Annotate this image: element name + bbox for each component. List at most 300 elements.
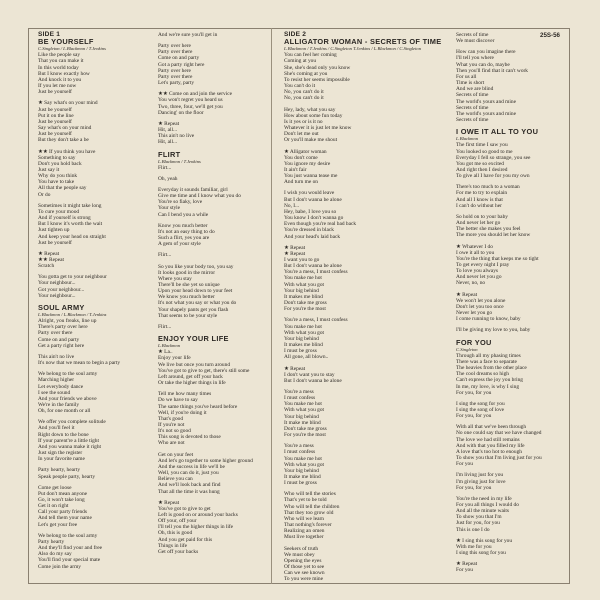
lyric-line: The same things you've heard before — [158, 403, 238, 410]
lyric-line: I'll be giving my love to you, baby — [456, 327, 531, 334]
lyric-line: It's not so good — [158, 428, 191, 435]
lyric-line: Oh, for one month or all — [38, 408, 91, 415]
lyric-line: Do we have to say — [158, 397, 198, 404]
lyric-line: But I don't wanna be alone — [284, 377, 342, 384]
lyric-line: Come on and party — [158, 55, 200, 62]
lyric-line: I'll tell you where — [456, 55, 494, 62]
lyric-line: Hey, lady, what you say — [284, 106, 336, 113]
lyric-line: The world's yours and mine — [456, 98, 516, 105]
catalog-number: 25S-56 — [540, 32, 560, 39]
lyric-line: Whatever it is just let me know — [284, 125, 352, 132]
lyric-line: ★ La.. — [158, 349, 173, 356]
lyric-line: And right then I desired — [456, 166, 508, 173]
lyric-stanza — [158, 324, 276, 330]
lyric-line: You're a mess — [284, 443, 314, 450]
song-title: ALLIGATOR WOMAN - SECRETS OF TIME — [284, 37, 442, 47]
lyric-line: Never let you go — [456, 310, 493, 317]
lyric-line: And we'll look back and find — [158, 482, 221, 489]
lyric-line: Flirt... — [158, 252, 172, 259]
lyric-line: In me, my love, is why I sing — [456, 383, 520, 390]
lyric-line: Secrets of time — [456, 32, 489, 38]
lyric-stanza — [158, 187, 276, 218]
lyric-line: We offer you complete solitude — [38, 419, 106, 426]
lyric-line: And you'll feel it — [38, 425, 75, 432]
lyric-line: To you were mine — [284, 576, 323, 583]
lyric-line: Got a party right here — [158, 61, 205, 68]
lyric-line: You're the thing that keeps me so tight — [456, 255, 539, 262]
lyric-line: For you all things I would do — [456, 502, 519, 508]
lyric-line: I must confess — [284, 449, 316, 456]
lyric-stanza — [158, 391, 276, 446]
lyric-line: Put it on the line — [38, 112, 74, 119]
lyric-line: Left around, get off your back — [158, 373, 223, 380]
lyric-line: The world's yours and mine — [456, 110, 516, 117]
lyric-line: It's not what you say or what you do — [158, 300, 237, 307]
lyric-line: ★ Whatever I do — [456, 243, 493, 250]
lyric-line: No one could say that we have changed — [456, 430, 542, 437]
lyric-stanza — [158, 91, 276, 116]
lyric-line: Enjoy your life — [158, 355, 191, 362]
lyric-line: With all that we've been through — [456, 424, 527, 431]
lyric-stanza — [38, 263, 156, 269]
lyric-line: I want you to go — [284, 257, 320, 263]
lyric-stanza — [456, 214, 574, 239]
lyric-line: Party over here — [158, 67, 191, 74]
songwriter-credit: L.Blackmon / T.Jenkins / C.Singleton T.Jenkins / L.Blackmon / C.Singleton — [284, 46, 421, 52]
lyric-line: But I don't wanna be alone — [284, 196, 342, 203]
lyric-line: Speak people party, hearty — [38, 473, 96, 480]
lyric-line: You looked so good to me — [456, 148, 513, 155]
lyric-line: And all I know is that — [456, 196, 503, 203]
lyric-stanza — [284, 389, 402, 438]
lyric-line: This song is devoted to those — [158, 434, 221, 441]
lyric-line: There was a face to separate — [456, 358, 517, 365]
lyric-line: You make me hot — [284, 275, 322, 282]
lyric-line: That you can make it — [38, 58, 84, 65]
lyric-line: That all the time it was hung — [158, 488, 220, 495]
lyric-line: I can't do without her — [456, 202, 502, 209]
lyrics-column-2 — [158, 32, 276, 560]
lyric-line: And keep your head on straight — [38, 233, 106, 240]
lyric-line: The first time I saw you — [456, 142, 508, 149]
lyric-line: She, she's dead only you know — [284, 64, 351, 71]
lyric-line: Flirt... — [158, 164, 172, 171]
lyric-line: Don't you hold back — [38, 160, 82, 167]
lyric-line: And let's go together to some higher ground — [158, 457, 253, 464]
repeat-mark: ★ Repeat — [456, 561, 478, 568]
lyric-line: A gem of your style — [158, 241, 201, 248]
lyric-line: Hey, babe, I love you so — [284, 208, 337, 215]
lyric-line: Well, you can do it, just you — [158, 470, 219, 477]
lyric-line: To show you that I'm — [456, 514, 502, 521]
lyric-line: Get off your backs — [158, 548, 199, 555]
lyric-line: And all the minute waits — [456, 508, 509, 515]
lyric-line: We belong to the soul army — [38, 371, 98, 378]
repeat-mark: ★ Repeat — [284, 365, 306, 372]
lyric-line: But I know it's worth the wait — [38, 221, 103, 228]
lyric-line: Can I bend you a while — [158, 211, 209, 218]
lyric-line: And never let her go — [456, 220, 501, 227]
lyric-line: I'm living just for you — [456, 472, 504, 479]
lyric-line: No, you can't do it — [284, 89, 324, 96]
lyric-line: Who will tell the children — [284, 503, 340, 510]
lyric-line: Come get loose — [38, 484, 72, 491]
lyric-line: Marching higher — [38, 377, 75, 384]
lyric-line: She's coming at you — [284, 70, 328, 77]
lyric-line: To give all I have for you my own — [456, 173, 530, 180]
lyric-line: Your big behind — [284, 467, 319, 474]
lyric-line: This is one I do — [456, 526, 490, 533]
lyric-line: Know you much better — [158, 222, 208, 229]
lyric-stanza — [456, 184, 574, 209]
lyric-line: Go, it won't take long — [38, 497, 85, 503]
lyric-line: Your neighbour... — [38, 280, 76, 287]
lyric-stanza — [456, 424, 574, 467]
lyric-line: You make me hot — [284, 401, 322, 408]
lyric-stanza — [38, 533, 156, 570]
lyric-line: You won't regret you heard us — [158, 97, 223, 104]
lyric-line: Everyday I fell so strange, you see — [456, 154, 531, 161]
song-title: ENJOY YOUR LIFE — [158, 334, 229, 344]
lyric-line: I must be gross — [284, 480, 317, 487]
lyric-line: For me to try to explain — [456, 190, 508, 197]
lyric-line: Left is good on or around your backs — [158, 512, 238, 518]
lyric-line: I come running to know, baby — [456, 316, 521, 323]
lyric-line: And we are blind — [456, 86, 494, 93]
lyric-line: The more you should let her know — [456, 232, 531, 239]
lyric-stanza — [456, 496, 574, 533]
lyric-line: ★ I sing this song for you — [456, 537, 513, 544]
lyric-line: Just be yourself — [38, 89, 72, 96]
lyric-line: In this world today — [38, 64, 79, 71]
lyric-line: I must be gross — [284, 348, 317, 355]
lyric-line: Party hearty — [38, 538, 65, 545]
lyric-line: We belong to the soul army — [38, 532, 98, 539]
lyric-stanza — [456, 567, 574, 573]
lyric-line: If your parent're a little tight — [38, 437, 99, 444]
lyric-line: And with that you filled my life — [456, 442, 525, 449]
lyric-line: Can we see known — [284, 570, 325, 577]
lyric-line: Something to say — [38, 154, 76, 161]
lyric-line: Hit, all... — [158, 139, 178, 146]
lyric-line: How can you imagine there — [456, 49, 516, 56]
lyric-stanza — [456, 538, 574, 556]
lyric-line: Party over there — [38, 330, 73, 337]
lyric-line: You've got to give to get — [158, 505, 211, 512]
lyric-line: What you can do, maybe — [456, 61, 510, 68]
lyric-line: It ain't fair — [284, 166, 307, 173]
lyric-line: I'm giving just for love — [456, 478, 506, 485]
lyric-line: Get a party right here — [38, 342, 85, 349]
lyric-line: Just be yourself — [38, 118, 72, 125]
lyric-line: Party over there — [158, 73, 193, 80]
lyric-line: The cool dreams so high — [456, 371, 509, 378]
lyric-line: We must discover — [456, 38, 495, 45]
lyric-stanza — [284, 52, 402, 101]
repeat-mark: ★ Repeat — [38, 250, 60, 257]
songwriter-credit: C.Singleton — [456, 346, 478, 352]
lyric-line: Who will tell the stories — [284, 491, 336, 498]
lyric-line: Can't express the joy you bring — [456, 377, 523, 384]
lyric-stanza — [456, 327, 574, 333]
lyric-line: So hold on to your baby — [456, 213, 508, 220]
lyric-stanza — [158, 252, 276, 258]
lyric-stanza — [38, 149, 156, 198]
lyric-stanza — [38, 203, 156, 246]
lyric-line: With me for you — [456, 543, 492, 550]
lyric-line: Scratch — [38, 263, 55, 270]
lyric-line: Give me time and I know what you do — [158, 193, 241, 200]
lyric-line: Just be yourself — [38, 131, 72, 138]
song-title: SOUL ARMY — [38, 302, 85, 312]
lyric-line: Realizing an omen — [284, 528, 325, 535]
lyric-line: I owe it all to you — [456, 249, 495, 256]
song-title: I OWE IT ALL TO YOU — [456, 127, 539, 137]
song-title: FOR YOU — [456, 337, 492, 347]
lyric-line: All gone, all blown.. — [284, 354, 329, 361]
lyric-line: You make me hot — [284, 323, 322, 330]
lyric-line: That's good — [158, 415, 184, 422]
lyric-line: All that the people say — [38, 185, 87, 192]
lyric-line: That nothing's forever — [284, 522, 332, 529]
song-title: FLIRT — [158, 149, 181, 159]
lyric-line: Must live together — [284, 534, 324, 541]
lyric-line: You're a mess, I must confess — [284, 317, 348, 324]
lyric-line: Just sign the register — [38, 450, 83, 457]
lyric-line: It's now that we mean to begin a party — [38, 360, 121, 367]
lyric-line: How about some fun today — [284, 112, 343, 119]
lyric-line: Don't take me gross — [284, 425, 327, 432]
lyric-line: The love we had still remains — [456, 436, 520, 443]
lyric-line: Oh, yeah — [158, 175, 178, 182]
lyric-line: I see the sound — [38, 389, 71, 396]
lyric-line: Is it yes or is it no — [284, 118, 323, 125]
lyric-line: You can't do it — [284, 83, 316, 90]
lyric-line: That they too grow old — [284, 509, 334, 516]
lyric-stanza — [38, 467, 156, 479]
lyric-line: Let's get your free — [38, 521, 78, 528]
lyric-line: Seekers of truth — [284, 545, 319, 552]
repeat-mark: ★ Repeat — [284, 244, 306, 251]
lyric-stanza — [456, 49, 574, 123]
lyric-stanza — [38, 354, 156, 366]
lyric-stanza — [158, 506, 276, 555]
songwriter-credit: L.Blackmon / T.Jenkins — [158, 158, 201, 164]
lyric-stanza — [158, 349, 276, 386]
lyric-line: That seems to be your style — [158, 312, 218, 319]
songwriter-credit: L.Blackmon / L.Blackmon / T.Jenkins — [38, 311, 107, 317]
lyric-line: And if yourself is strong — [38, 215, 91, 222]
lyric-line: So you like your body too, you say — [158, 263, 234, 270]
lyric-line: Just be yourself — [38, 239, 72, 246]
lyric-line: We must obey — [284, 551, 315, 558]
lyric-stanza — [38, 52, 156, 95]
lyric-line: You just wanna tease me — [284, 173, 338, 180]
lyric-line: This ain't no live — [158, 133, 195, 140]
lyric-line: For you, for you — [456, 389, 492, 396]
side-label: SIDE 1 — [38, 31, 61, 38]
repeat-mark: ★ Repeat — [284, 250, 306, 257]
lyric-line: Never, no, no — [456, 280, 486, 287]
lyric-stanza — [284, 491, 402, 540]
lyric-line: You have to take — [38, 179, 75, 186]
lyric-line: Sometimes it might take long — [38, 202, 102, 209]
lyric-line: And tell them your name — [38, 515, 92, 522]
lyric-stanza — [38, 274, 156, 299]
lyrics-column-1 — [38, 32, 156, 575]
lyric-line: You make me hot — [284, 455, 322, 462]
lyric-line: I sing the song for you — [456, 400, 505, 407]
lyric-line: To love you always — [456, 268, 498, 275]
lyric-line: Let's party, party — [158, 80, 195, 87]
lyric-line: Everyday it sounds familiar, girl — [158, 186, 228, 193]
lyric-stanza — [456, 142, 574, 179]
lyric-line: Opening the eyes — [284, 557, 322, 564]
lyric-line: And we're sure you'll get in — [158, 32, 218, 38]
lyric-line: Tell me how many times — [158, 391, 212, 398]
lyric-line: Just be yourself — [38, 106, 72, 113]
repeat-mark: ★ Repeat — [158, 499, 180, 506]
lyric-line: Believe you can — [158, 476, 193, 483]
lyric-line: It make me blind — [284, 474, 321, 480]
songwriter-credit: L.Blackmon — [158, 343, 181, 349]
lyric-line: It make me blind — [284, 419, 321, 426]
lyric-stanza — [284, 257, 402, 312]
lyric-stanza — [158, 176, 276, 182]
lyric-line: Why do you think — [38, 173, 78, 180]
lyric-line: Come on and party — [38, 336, 80, 343]
lyric-line: I don't want you to stay — [284, 371, 335, 378]
lyric-line: Your neighbour... — [38, 292, 76, 299]
lyric-line: Just tighten up — [38, 227, 70, 234]
lyric-line: With what you got — [284, 329, 325, 336]
lyric-line: There'll be she yet so unique — [158, 282, 220, 288]
lyric-stanza — [284, 317, 402, 360]
lyric-line: Time is short — [456, 80, 485, 87]
lyric-line: Your big behind — [284, 335, 319, 342]
lyric-line: And they'll find your and free — [38, 545, 102, 552]
lyric-line: Off your, off your — [158, 518, 197, 525]
lyric-stanza — [158, 452, 276, 495]
lyric-line: Hit, all... — [158, 127, 178, 134]
songwriter-credit: C.Singleton / L.Blackmon / T.Jenkins — [38, 46, 106, 52]
lyric-line: ★ Alligator woman — [284, 148, 327, 155]
lyric-line: If you let me now — [38, 83, 77, 90]
lyric-line: Don't take me gross — [284, 300, 327, 307]
lyric-line: Coming at you — [284, 58, 317, 65]
lyric-line: You ignore my desire — [284, 160, 331, 167]
lyric-line: Secrets of time — [456, 117, 489, 124]
lyric-line: It looks good in the mirror — [158, 269, 216, 276]
lyric-line: Put don't mean anyone — [38, 490, 88, 497]
lyric-line: ★★ Come on and join the service — [158, 91, 233, 98]
lyric-line: Things in life — [158, 542, 188, 549]
lyric-line: For you — [456, 567, 473, 574]
lyric-line: I must confess — [284, 395, 316, 402]
lyric-line: The heavies from the other place — [456, 365, 527, 372]
lyric-line: No, you can't do it — [284, 95, 324, 102]
lyric-line: ★★ If you think you have — [38, 148, 96, 155]
lyric-line: Your shapely pants get you flash — [158, 306, 229, 313]
lyric-line: You're a mess, I must confess — [284, 269, 348, 276]
lyric-line: Get it on right — [38, 503, 69, 510]
lyric-line: I sing the song of love — [456, 406, 505, 413]
lyric-line: Or you'll make me shout — [284, 137, 338, 144]
lyric-line: With what you got — [284, 281, 325, 288]
lyric-line: You can feel her coming — [284, 52, 337, 59]
side-label: SIDE 2 — [284, 31, 307, 38]
lyric-line: For you, for you — [456, 484, 492, 491]
lyric-stanza — [38, 485, 156, 528]
lyric-line: Come join the army — [38, 563, 81, 570]
lyric-stanza — [456, 298, 574, 323]
lyric-line: You got me so excited — [456, 160, 504, 167]
lyric-line: We won't let you alone — [456, 297, 506, 304]
lyrics-column-3 — [284, 31, 442, 588]
lyric-stanza — [38, 371, 156, 414]
lyric-stanza — [38, 318, 156, 349]
lyric-line: Or do — [38, 191, 51, 198]
lyric-line: With what you got — [284, 461, 325, 468]
lyric-stanza — [456, 244, 574, 287]
lyric-line: Let everybody dance — [38, 383, 84, 390]
lyric-line: Just for you, for you — [456, 520, 500, 527]
lyric-line: Your big behind — [284, 413, 319, 420]
lyric-stanza — [158, 165, 276, 171]
lyric-line: And you wanna make it right — [38, 443, 102, 450]
repeat-mark: ★ Repeat — [158, 120, 180, 127]
lyric-line: We're in the family — [38, 401, 80, 408]
lyric-line: You're so fiaky, love — [158, 199, 203, 206]
lyric-line: We live but once you turn around — [158, 361, 231, 368]
lyric-line: Oh, this is good — [158, 530, 193, 537]
lyric-line: To show you that I'm living just for you — [456, 455, 542, 462]
lyric-line: We know you much better — [158, 294, 215, 301]
repeat-mark: ★ Repeat — [456, 291, 478, 298]
lyric-line: And your friends we above — [38, 395, 97, 402]
lyric-stanza — [456, 401, 574, 419]
lyric-line: For you're the most — [284, 432, 326, 439]
lyric-line: There's too much to a woman — [456, 184, 520, 191]
lyric-stanza — [158, 127, 276, 145]
lyric-stanza — [38, 419, 156, 462]
lyric-line: And never let you go — [456, 274, 502, 281]
lyric-line: You're dressed in black — [284, 227, 334, 234]
lyric-line: You don't come — [284, 154, 318, 161]
lyric-line: The better she makes you feel — [456, 226, 521, 233]
lyric-line: If you're not — [158, 421, 185, 428]
lyric-line: You're a mess — [284, 388, 314, 395]
lyric-line: To cure your mood — [38, 208, 80, 215]
lyric-line: Well, if you're doing it — [158, 409, 207, 416]
repeat-mark: ★★ Repeat — [38, 257, 64, 263]
lyric-stanza — [158, 32, 276, 38]
lyric-line: Who will we learn — [284, 515, 324, 522]
lyric-line: Through all my phasing times — [456, 352, 521, 359]
lyric-line: To resist her seems impossible — [284, 76, 350, 83]
lyric-line: Right down to the bone — [38, 431, 89, 438]
lyric-line: Your big behind — [284, 287, 319, 294]
lyric-line: Or take the higher things in life — [158, 380, 226, 387]
lyric-line: You'll find your special mate — [38, 557, 101, 564]
lyric-line: For you're the most — [284, 306, 326, 313]
lyric-line: Get on your feet — [158, 451, 194, 458]
lyric-line: It makes me blind — [284, 293, 323, 300]
lyric-line: Two, three, four, we'll get you — [158, 103, 223, 110]
lyric-line: With what you got — [284, 407, 325, 414]
lyric-stanza — [284, 107, 402, 144]
lyric-line: I sing this song for you — [456, 550, 506, 557]
